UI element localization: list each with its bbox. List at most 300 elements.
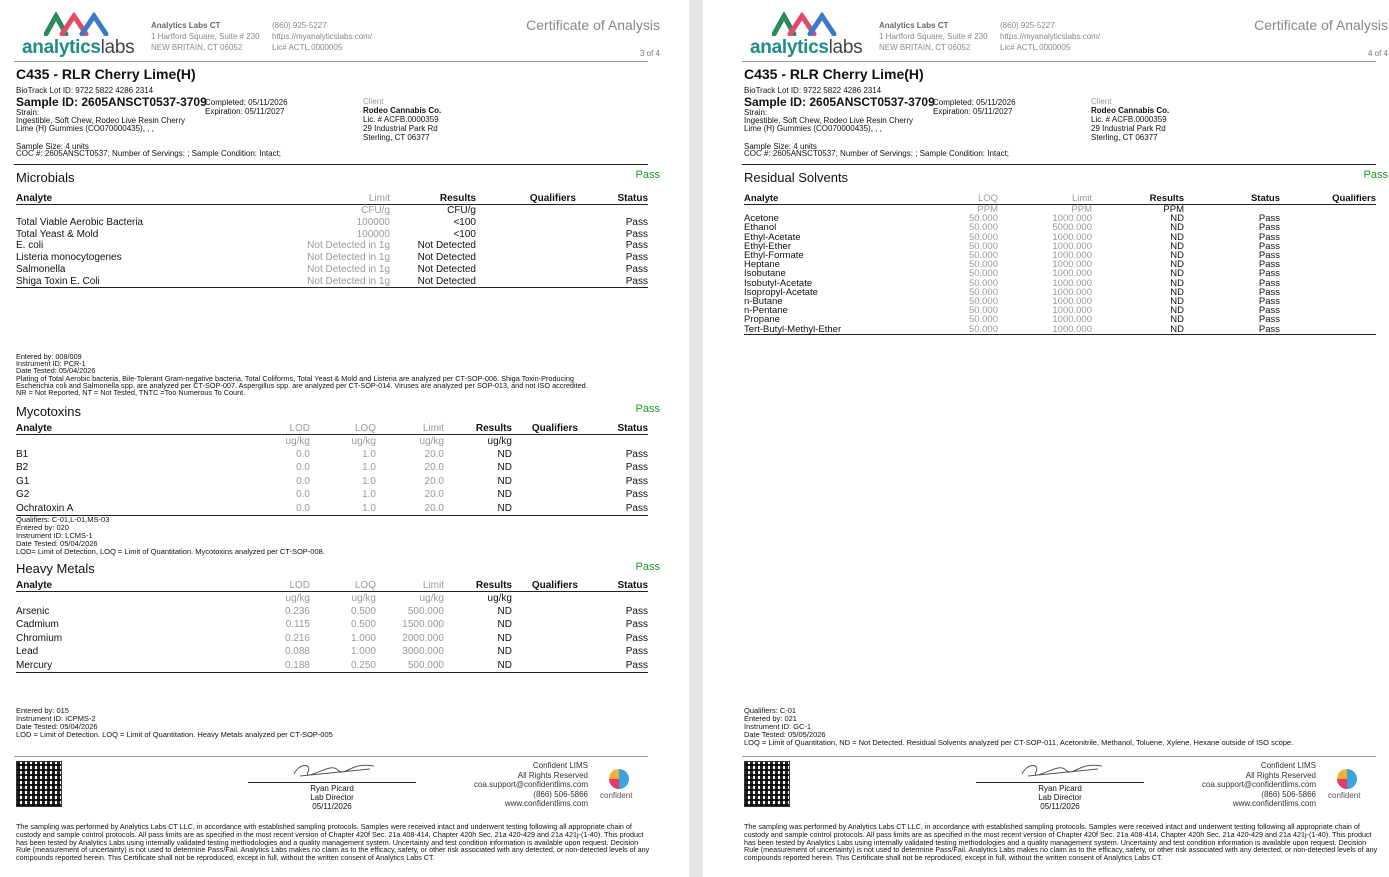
limit-cell: Not Detected in 1g bbox=[307, 240, 390, 252]
limit-cell: 1000.000 bbox=[1052, 286, 1092, 298]
qualifier-cell bbox=[1280, 242, 1376, 251]
table-row bbox=[16, 461, 648, 475]
limit-cell: 20.0 bbox=[424, 462, 444, 474]
logo-wordmark: analyticslabs bbox=[22, 37, 135, 58]
result-cell: ND bbox=[497, 619, 512, 631]
units-row bbox=[16, 205, 648, 217]
unit-cell: ug/kg bbox=[285, 592, 310, 604]
col-analyte: Analyte bbox=[16, 580, 226, 592]
sample-id: Sample ID: 2605ANSCT0537-3709 bbox=[744, 95, 935, 109]
lab-url-link[interactable]: https://myanalyticslabs.com/ bbox=[272, 32, 373, 41]
limit-cell: 500.000 bbox=[407, 605, 444, 617]
qr-code-icon[interactable] bbox=[16, 761, 62, 807]
loq-cell: 50.000 bbox=[968, 268, 998, 280]
loq-cell: 50.000 bbox=[968, 323, 998, 335]
confident-email-link[interactable]: coa.support@confidentlims.com bbox=[1202, 780, 1316, 789]
matrix-line-1: Ingestible, Soft Chew, Rodeo Live Resin Cherry bbox=[744, 116, 913, 125]
col-lod: LOD bbox=[226, 423, 310, 435]
status-cell: Pass bbox=[1258, 213, 1280, 225]
lab-address: Analytics Labs CT 1 Hartford Square, Suite # 230 NEW BRITAIN, CT 06052 bbox=[879, 21, 988, 52]
result-cell: ND bbox=[497, 605, 512, 617]
lod-cell: 0.188 bbox=[284, 659, 310, 671]
col-qualifiers: Qualifiers bbox=[512, 423, 578, 435]
heavy-metals-pass-badge: Pass bbox=[635, 561, 660, 573]
qualifier-cell bbox=[1280, 279, 1376, 288]
table-header-row bbox=[16, 423, 648, 435]
col-limit: Limit bbox=[376, 580, 444, 592]
status-cell: Pass bbox=[625, 216, 648, 228]
analyte-cell: Tert-Butyl-Methyl-Ether bbox=[744, 323, 842, 335]
strain: Strain: bbox=[16, 108, 40, 117]
col-analyte: Analyte bbox=[744, 193, 954, 205]
mycotoxins-table bbox=[16, 423, 648, 516]
result-cell: Not Detected bbox=[417, 252, 476, 264]
lod-cell: 0.0 bbox=[296, 448, 310, 460]
col-qualifiers: Qualifiers bbox=[1280, 193, 1376, 205]
table-header-row bbox=[744, 193, 1376, 205]
table-row bbox=[16, 264, 648, 276]
table-row bbox=[16, 488, 648, 502]
status-cell: Pass bbox=[1258, 305, 1280, 317]
signatory-block: Ryan Picard Lab Director 05/11/2026 bbox=[310, 784, 354, 811]
status-cell: Pass bbox=[625, 619, 648, 631]
limit-cell: 3000.000 bbox=[402, 646, 444, 658]
page-number: 4 of 4 bbox=[1367, 49, 1388, 58]
unit-cell: PPM bbox=[977, 204, 998, 215]
qualifier-cell bbox=[512, 502, 578, 516]
qualifier-cell bbox=[512, 632, 578, 646]
analyte-cell: Isobutyl-Acetate bbox=[744, 277, 813, 289]
loq-cell: 50.000 bbox=[968, 250, 998, 262]
limit-cell: 1000.000 bbox=[1052, 314, 1092, 326]
table-row bbox=[16, 240, 648, 252]
qualifier-cell bbox=[476, 264, 576, 276]
unit-cell: ug/kg bbox=[487, 592, 512, 604]
lod-cell: 0.088 bbox=[284, 646, 310, 658]
product-title: C435 - RLR Cherry Lime(H) bbox=[16, 66, 196, 82]
result-cell: ND bbox=[1170, 314, 1184, 326]
heavy-metals-notes: Entered by: 015 Instrument ID: ICPMS-2 Date Tested: 05/04/2026 LOD = Limit of Detection. LOQ = Limit of Quantitation. Heavy Metals analyzed per CT-SOP-005 bbox=[16, 706, 333, 739]
status-cell: Pass bbox=[625, 240, 648, 252]
residual-solvents-pass-badge: Pass bbox=[1363, 169, 1388, 181]
expiration-date: Expiration: 05/11/2027 bbox=[933, 107, 1013, 116]
signatory-block: Ryan Picard Lab Director 05/11/2026 bbox=[1038, 784, 1082, 811]
divider bbox=[14, 61, 648, 62]
confident-wordmark: confident bbox=[600, 791, 633, 800]
qualifier-cell bbox=[512, 605, 578, 619]
status-cell: Pass bbox=[1258, 240, 1280, 252]
unit-cell: PPM bbox=[1071, 204, 1092, 215]
qualifier-cell bbox=[1280, 306, 1376, 315]
analyte-cell: Propane bbox=[744, 314, 780, 326]
loq-cell: 1.000 bbox=[350, 632, 376, 644]
limit-cell: Not Detected in 1g bbox=[307, 275, 390, 287]
divider bbox=[14, 756, 648, 757]
loq-cell: 0.500 bbox=[350, 619, 376, 631]
loq-cell: 1.0 bbox=[362, 462, 376, 474]
confident-logo-icon bbox=[609, 769, 629, 789]
result-cell: ND bbox=[497, 489, 512, 501]
loq-cell: 1.0 bbox=[362, 502, 376, 514]
status-cell: Pass bbox=[1258, 231, 1280, 243]
analyte-cell: Total Yeast & Mold bbox=[16, 228, 99, 240]
col-results: Results bbox=[444, 580, 512, 592]
qualifier-cell bbox=[1280, 214, 1376, 223]
status-cell: Pass bbox=[1258, 250, 1280, 262]
limit-cell: 1000.000 bbox=[1052, 250, 1092, 262]
mycotoxins-title: Mycotoxins bbox=[16, 404, 82, 419]
unit-cell: CFU/g bbox=[447, 205, 476, 217]
coa-title: Certificate of Analysis bbox=[1254, 17, 1388, 33]
result-cell: ND bbox=[1170, 277, 1184, 289]
limit-cell: 1000.000 bbox=[1052, 305, 1092, 317]
analyte-cell: G1 bbox=[16, 475, 30, 487]
table-header-row bbox=[16, 193, 648, 205]
signature-image bbox=[1018, 760, 1104, 782]
expiration-date: Expiration: 05/11/2027 bbox=[205, 107, 285, 116]
loq-cell: 1.0 bbox=[362, 489, 376, 501]
status-cell: Pass bbox=[625, 475, 648, 487]
result-cell: <100 bbox=[453, 228, 476, 240]
analyte-cell: Acetone bbox=[744, 213, 779, 225]
result-cell: ND bbox=[1170, 323, 1184, 335]
result-cell: <100 bbox=[453, 216, 476, 228]
limit-cell: 20.0 bbox=[424, 448, 444, 460]
lod-cell: 0.216 bbox=[284, 632, 310, 644]
sample-size: Sample Size: 4 units bbox=[16, 142, 89, 151]
completed-date: Completed: 05/11/2026 bbox=[933, 98, 1016, 107]
analyte-cell: Isobutane bbox=[744, 268, 786, 280]
status-cell: Pass bbox=[625, 502, 648, 514]
heavy-metals-table bbox=[16, 580, 648, 673]
loq-cell: 50.000 bbox=[968, 231, 998, 243]
limit-cell: 1000.000 bbox=[1052, 213, 1092, 225]
limit-cell: 20.0 bbox=[424, 502, 444, 514]
lab-url-link[interactable]: https://myanalyticslabs.com/ bbox=[1000, 32, 1101, 41]
lod-cell: 0.0 bbox=[296, 502, 310, 514]
analytics-labs-logo-icon bbox=[44, 12, 110, 36]
col-qualifiers: Qualifiers bbox=[512, 580, 578, 592]
col-limit: Limit bbox=[376, 423, 444, 435]
page-4 bbox=[742, 0, 1388, 877]
loq-cell: 50.000 bbox=[968, 296, 998, 308]
analyte-cell: Listeria monocytogenes bbox=[16, 252, 122, 264]
lod-cell: 0.0 bbox=[296, 489, 310, 501]
analyte-cell: n-Butane bbox=[744, 296, 783, 308]
unit-cell: CFU/g bbox=[361, 205, 390, 217]
result-cell: ND bbox=[497, 632, 512, 644]
loq-cell: 1.000 bbox=[350, 646, 376, 658]
client-block: Client Rodeo Cannabis Co. Lic. # ACFB.0000359 29 Industrial Park Rd Sterling, CT 06377 bbox=[1091, 97, 1170, 142]
qualifier-cell bbox=[476, 228, 576, 240]
col-limit: Limit bbox=[236, 193, 390, 205]
qualifier-cell bbox=[476, 275, 576, 287]
units-row bbox=[16, 592, 648, 605]
qualifier-cell bbox=[476, 252, 576, 264]
table-row bbox=[16, 475, 648, 489]
matrix-line-2: Lime (H) Gummies (CO070000435), , , bbox=[16, 124, 154, 133]
limit-cell: 1000.000 bbox=[1052, 231, 1092, 243]
loq-cell: 1.0 bbox=[362, 448, 376, 460]
result-cell: ND bbox=[1170, 213, 1184, 225]
table-row bbox=[16, 228, 648, 240]
col-analyte: Analyte bbox=[16, 423, 226, 435]
col-results: Results bbox=[390, 193, 476, 205]
loq-cell: 50.000 bbox=[968, 213, 998, 225]
microbials-notes: Entered by: 008/009 Instrument ID: PCR-1 Date Tested: 05/04/2026 Plating of Total Aerobic bacteria, Bile-Tolerant Gram-negative bacteria, Total Coliforms, Total Yeast & Mold and Listeria are analyzed per CT-SOP-006. Shiga Toxin-Producing Escherichia coli and Salmonella spp. are analyzed per CT-SOP-007. Aspergillus spp. are analyzed per CT-SOP-014. Viruses are analyzed per SOP-013, and not ISO accredited. NR = Not Reported, NT = Not Tested, TNTC =Too Numerous To Count. bbox=[16, 352, 588, 398]
status-cell: Pass bbox=[1258, 314, 1280, 326]
signature-line bbox=[976, 782, 1144, 783]
loq-cell: 50.000 bbox=[968, 277, 998, 289]
qualifier-cell bbox=[1280, 223, 1376, 232]
analyte-cell: Heptane bbox=[744, 259, 780, 271]
analyte-cell: Mercury bbox=[16, 659, 53, 671]
analyte-cell: Arsenic bbox=[16, 605, 50, 617]
qualifier-cell bbox=[1280, 315, 1376, 324]
divider bbox=[742, 756, 1376, 757]
col-results: Results bbox=[444, 423, 512, 435]
result-cell: ND bbox=[497, 502, 512, 514]
page-3 bbox=[14, 0, 660, 877]
limit-cell: 1000.000 bbox=[1052, 268, 1092, 280]
table-row bbox=[16, 502, 648, 516]
confident-wordmark: confident bbox=[1328, 791, 1361, 800]
analyte-cell: B2 bbox=[16, 462, 29, 474]
analyte-cell: Ethyl-Ether bbox=[744, 240, 791, 252]
client-block: Client Rodeo Cannabis Co. Lic. # ACFB.0000359 29 Industrial Park Rd Sterling, CT 06377 bbox=[363, 97, 442, 142]
col-status: Status bbox=[578, 580, 648, 592]
unit-cell: ug/kg bbox=[351, 435, 376, 447]
table-header-row bbox=[16, 580, 648, 592]
loq-cell: 50.000 bbox=[968, 314, 998, 326]
confident-web-link[interactable]: www.confidentlims.com bbox=[1232, 799, 1316, 808]
status-cell: Pass bbox=[625, 646, 648, 658]
analyte-cell: Shiga Toxin E. Coli bbox=[16, 275, 100, 287]
residual-solvents-notes: Qualifiers: C-01 Entered by: 021 Instrument ID: GC-1 Date Tested: 05/05/2026 LOQ = Limit of Quantitation, ND = Not Detected. Residual Solvents analyzed per CT-SOP-011, Acetonitrile, Methanol, Toluene, Xylene, Hexane outside of ISO scope. bbox=[744, 706, 1294, 747]
col-qualifiers: Qualifiers bbox=[476, 193, 576, 205]
qualifier-cell bbox=[1280, 269, 1376, 278]
qr-code-icon[interactable] bbox=[744, 761, 790, 807]
limit-cell: 100000 bbox=[356, 228, 390, 240]
result-cell: ND bbox=[1170, 296, 1184, 308]
result-cell: ND bbox=[497, 646, 512, 658]
loq-cell: 50.000 bbox=[968, 259, 998, 271]
qualifier-cell bbox=[512, 488, 578, 502]
result-cell: ND bbox=[497, 659, 512, 671]
col-results: Results bbox=[1092, 193, 1184, 205]
limit-cell: 2000.000 bbox=[402, 632, 444, 644]
analyte-cell: Ethyl-Formate bbox=[744, 250, 804, 262]
analyte-cell: E. coli bbox=[16, 240, 44, 252]
table-row bbox=[16, 618, 648, 632]
result-cell: ND bbox=[1170, 259, 1184, 271]
col-loq: LOQ bbox=[310, 580, 376, 592]
status-cell: Pass bbox=[1258, 277, 1280, 289]
limit-cell: 1000.000 bbox=[1052, 296, 1092, 308]
loq-cell: 50.000 bbox=[968, 240, 998, 252]
table-row bbox=[16, 448, 648, 462]
confident-logo-icon bbox=[1337, 769, 1357, 789]
microbials-title: Microbials bbox=[16, 170, 75, 185]
result-cell: ND bbox=[1170, 250, 1184, 262]
qualifier-cell bbox=[476, 217, 576, 229]
mycotoxins-pass-badge: Pass bbox=[635, 403, 660, 415]
status-cell: Pass bbox=[625, 228, 648, 240]
coc-line: COC #: 2605ANSCT0537; Number of Servings: ; Sample Condition: Intact; bbox=[16, 149, 282, 158]
table-row bbox=[16, 275, 648, 287]
table-row bbox=[16, 605, 648, 619]
confident-email-link[interactable]: coa.support@confidentlims.com bbox=[474, 780, 588, 789]
analyte-cell: Ethanol bbox=[744, 222, 777, 234]
limit-cell: 1000.000 bbox=[1052, 240, 1092, 252]
status-cell: Pass bbox=[625, 659, 648, 671]
status-cell: Pass bbox=[625, 489, 648, 501]
qualifier-cell bbox=[1280, 288, 1376, 297]
confident-web-link[interactable]: www.confidentlims.com bbox=[504, 799, 588, 808]
result-cell: ND bbox=[1170, 305, 1184, 317]
analyte-cell: Total Viable Aerobic Bacteria bbox=[16, 216, 144, 228]
status-cell: Pass bbox=[625, 252, 648, 264]
status-cell: Pass bbox=[1258, 259, 1280, 271]
units-row bbox=[16, 435, 648, 448]
loq-cell: 50.000 bbox=[968, 286, 998, 298]
loq-cell: 1.0 bbox=[362, 475, 376, 487]
mycotoxins-notes: Qualifiers: C-01,L-01,MS-03 Entered by: 020 Instrument ID: LCMS-1 Date Tested: 05/04/2026 LOD= Limit of Detection, LOQ = Limit of Quantitation. Mycotoxins analyzed per CT-SOP-008. bbox=[16, 515, 325, 556]
limit-cell: 20.0 bbox=[424, 489, 444, 501]
analyte-cell: Salmonella bbox=[16, 264, 66, 276]
limit-cell: 20.0 bbox=[424, 475, 444, 487]
biotrack-id: BioTrack Lot ID: 9722 5822 4286 2314 bbox=[16, 86, 154, 95]
disclaimer: The sampling was performed by Analytics Labs CT LLC, in accordance with established sampling protocols. Samples were received intact and underwent testing following all appropriate chain of custody and sample control protocols. All pass limits are as specified in the most recent version of Chapter 420f Sec. 21a 408-414, Chapter 420h Sec. 21a 420-429 and 21a 421j-(1-40). This product has been tested by Analytics Labs using internally validated testing methodologies and a quality management system. Uncertainty and test condition information is available upon request. Decision Rule (measurement of uncertainty) is not used to determine Pass/Fail. Analytics Labs makes no claim as to the efficacy, safety, or other risk associated with any detected, or non-detected levels of any compounds reported herein. This Certificate shall not be reproduced, except in full, without the written consent of Analytics Labs CT. bbox=[16, 822, 650, 863]
result-cell: ND bbox=[1170, 268, 1184, 280]
loq-cell: 0.500 bbox=[350, 605, 376, 617]
lab-address: Analytics Labs CT 1 Hartford Square, Suite # 230 NEW BRITAIN, CT 06052 bbox=[151, 21, 260, 52]
limit-cell: 500.000 bbox=[407, 659, 444, 671]
status-cell: Pass bbox=[1258, 286, 1280, 298]
sample-id: Sample ID: 2605ANSCT0537-3709 bbox=[16, 95, 207, 109]
qualifier-cell bbox=[512, 645, 578, 659]
qualifier-cell bbox=[1280, 251, 1376, 260]
table-row bbox=[16, 645, 648, 659]
table-row bbox=[16, 252, 648, 264]
analyte-cell: Chromium bbox=[16, 632, 63, 644]
loq-cell: 0.250 bbox=[350, 659, 376, 671]
status-cell: Pass bbox=[625, 448, 648, 460]
page-gutter bbox=[689, 0, 703, 877]
result-cell: ND bbox=[1170, 286, 1184, 298]
status-cell: Pass bbox=[1258, 296, 1280, 308]
col-lod: LOD bbox=[226, 580, 310, 592]
matrix-line-2: Lime (H) Gummies (CO070000435), , , bbox=[744, 124, 882, 133]
status-cell: Pass bbox=[625, 264, 648, 276]
status-cell: Pass bbox=[625, 605, 648, 617]
matrix-line-1: Ingestible, Soft Chew, Rodeo Live Resin Cherry bbox=[16, 116, 185, 125]
lod-cell: 0.0 bbox=[296, 462, 310, 474]
completed-date: Completed: 05/11/2026 bbox=[205, 98, 288, 107]
unit-cell: ug/kg bbox=[419, 435, 444, 447]
divider bbox=[742, 164, 1376, 165]
qualifier-cell bbox=[1280, 297, 1376, 306]
product-title: C435 - RLR Cherry Lime(H) bbox=[744, 66, 924, 82]
analyte-cell: n-Pentane bbox=[744, 305, 788, 317]
analyte-cell: Ethyl-Acetate bbox=[744, 231, 801, 243]
table-row bbox=[744, 325, 1376, 335]
table-row bbox=[16, 632, 648, 646]
coa-title: Certificate of Analysis bbox=[526, 17, 660, 33]
page-number: 3 of 4 bbox=[639, 49, 660, 58]
status-cell: Pass bbox=[625, 632, 648, 644]
status-cell: Pass bbox=[625, 275, 648, 287]
analytics-labs-logo-icon bbox=[772, 12, 838, 36]
biotrack-id: BioTrack Lot ID: 9722 5822 4286 2314 bbox=[744, 86, 882, 95]
col-limit: Limit bbox=[998, 193, 1092, 205]
limit-cell: 100000 bbox=[356, 216, 390, 228]
qualifier-cell bbox=[476, 240, 576, 252]
lod-cell: 0.115 bbox=[285, 619, 310, 631]
confident-lims-info: Confident LIMS All Rights Reserved coa.support@confidentlims.com (866) 506-5866 www.confidentlims.com bbox=[454, 761, 588, 809]
residual-solvents-title: Residual Solvents bbox=[744, 170, 849, 185]
analyte-cell: B1 bbox=[16, 448, 29, 460]
table-row bbox=[16, 659, 648, 673]
limit-cell: 1000.000 bbox=[1052, 277, 1092, 289]
result-cell: Not Detected bbox=[417, 240, 476, 252]
analyte-cell: Cadmium bbox=[16, 619, 59, 631]
limit-cell: 1000.000 bbox=[1052, 259, 1092, 271]
lod-cell: 0.0 bbox=[296, 475, 310, 487]
coc-line: COC #: 2605ANSCT0537; Number of Servings: ; Sample Condition: Intact; bbox=[744, 149, 1010, 158]
limit-cell: Not Detected in 1g bbox=[307, 252, 390, 264]
qualifier-cell bbox=[512, 659, 578, 673]
confident-lims-info: Confident LIMS All Rights Reserved coa.support@confidentlims.com (866) 506-5866 www.confidentlims.com bbox=[1182, 761, 1316, 809]
result-cell: ND bbox=[1170, 222, 1184, 234]
microbials-table bbox=[16, 193, 648, 288]
result-cell: ND bbox=[1170, 231, 1184, 243]
limit-cell: 1500.000 bbox=[402, 619, 444, 631]
result-cell: Not Detected bbox=[417, 264, 476, 276]
qualifier-cell bbox=[1280, 233, 1376, 242]
result-cell: ND bbox=[497, 462, 512, 474]
result-cell: ND bbox=[1170, 240, 1184, 252]
result-cell: ND bbox=[497, 475, 512, 487]
unit-cell: PPM bbox=[1163, 204, 1184, 215]
col-analyte: Analyte bbox=[16, 193, 236, 205]
col-status: Status bbox=[578, 423, 648, 435]
unit-cell: ug/kg bbox=[487, 435, 512, 447]
analyte-cell: G2 bbox=[16, 489, 30, 501]
divider bbox=[14, 164, 648, 165]
loq-cell: 50.000 bbox=[968, 222, 998, 234]
qualifier-cell bbox=[1280, 325, 1376, 335]
unit-cell: ug/kg bbox=[285, 435, 310, 447]
result-cell: ND bbox=[497, 448, 512, 460]
qualifier-cell bbox=[512, 618, 578, 632]
signature-line bbox=[248, 782, 416, 783]
heavy-metals-title: Heavy Metals bbox=[16, 561, 95, 576]
limit-cell: 1000.000 bbox=[1052, 323, 1092, 335]
lod-cell: 0.236 bbox=[284, 605, 310, 617]
strain: Strain: bbox=[744, 108, 768, 117]
qualifier-cell bbox=[512, 461, 578, 475]
status-cell: Pass bbox=[1258, 222, 1280, 234]
status-cell: Pass bbox=[1258, 268, 1280, 280]
col-loq: LOQ bbox=[954, 193, 998, 205]
signature-image bbox=[290, 760, 376, 782]
status-cell: Pass bbox=[625, 462, 648, 474]
table-row bbox=[16, 217, 648, 229]
lab-contact: (860) 925-5227 https://myanalyticslabs.com/ Lic# ACTL.0000005 bbox=[272, 20, 402, 53]
lab-contact: (860) 925-5227 https://myanalyticslabs.com/ Lic# ACTL.0000005 bbox=[1000, 20, 1130, 53]
analyte-cell: Isopropyl-Acetate bbox=[744, 286, 818, 298]
